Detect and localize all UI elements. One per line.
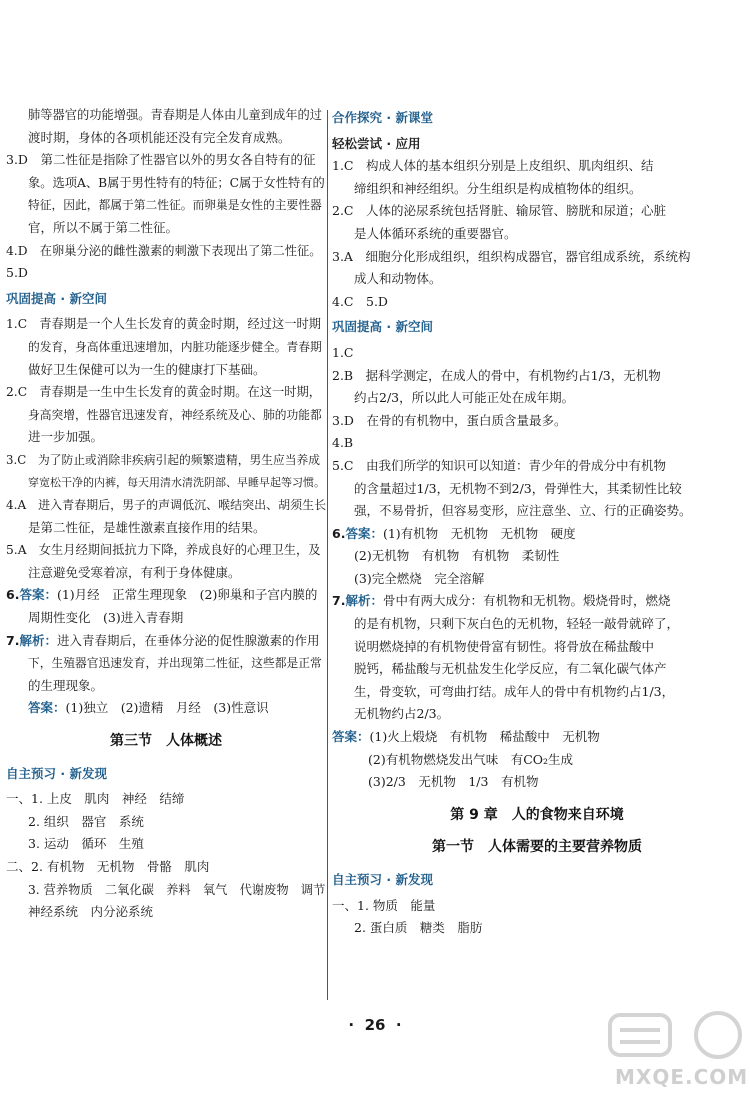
text-line: 3. 营养物质 二氧化碳 养料 氧气 代谢废物 调节 <box>28 882 326 897</box>
text-line: 穿宽松干净的内裤，每天用清水清洗阴部、早睡早起等习惯。 <box>28 475 325 489</box>
answer-label: 解析： <box>345 593 383 609</box>
text-line: 身高突增，性器官迅速发育，神经系统及心、肺的功能都 <box>28 407 322 422</box>
answer-text: (1)火上煅烧 有机物 稀盐酸中 无机物 <box>369 729 600 745</box>
answer-text: 骨中有两大成分：有机物和无机物。煅烧骨时，燃烧 <box>382 593 671 609</box>
section-title: 第三节 人体概述 <box>110 733 222 750</box>
section-heading: 合作探究 · 新课堂 <box>332 110 433 125</box>
answer-line <box>6 630 326 653</box>
text-line: 约占2/3，所以此人可能正处在成年期。 <box>354 390 575 406</box>
answer-label: 解析： <box>19 632 57 648</box>
text-line: 3.D 在骨的有机物中，蛋白质含量最多。 <box>332 412 567 428</box>
section-heading: 自主预习 · 新发现 <box>332 872 433 887</box>
text-line: 一、1. 上皮 肌肉 神经 结缔 <box>6 791 185 807</box>
question-number: 7. <box>6 632 20 648</box>
text-line: 象。选项A、B属于男性特有的特征；C属于女性特有的 <box>28 175 325 190</box>
answer-text: (1)独立 (2)遗精 月经 (3)性意识 <box>65 700 269 716</box>
text-line: 4.D 在卵巢分泌的雌性激素的刺激下表现出了第二性征。 <box>6 243 322 258</box>
section-heading: 自主预习 · 新发现 <box>6 765 107 781</box>
text-line: (3)完全燃烧 完全溶解 <box>354 570 485 586</box>
section-title: 第一节 人体需要的主要营养物质 <box>432 839 642 856</box>
text-line: 4.A 进入青春期后，男子的声调低沉、喉结突出、胡须生长 <box>6 498 327 513</box>
text-line: 神经系统 内分泌系统 <box>28 904 154 920</box>
section-heading: 巩固提高 · 新空间 <box>6 290 107 306</box>
question-number: 6. <box>6 587 20 603</box>
text-line: 5.A 女生月经期间抵抗力下降，养成良好的心理卫生，及 <box>6 543 321 558</box>
text-line: 是第二性征，是雄性激素直接作用的结果。 <box>28 519 266 535</box>
text-line: 3.C 为了防止或消除非疾病引起的频繁遗精，男生应当养成 <box>6 452 320 467</box>
answer-line <box>6 584 326 607</box>
answer-label: 答案： <box>28 700 66 716</box>
text-line: 做好卫生保健可以为一生的健康打下基础。 <box>28 361 266 377</box>
text-line: 4.C 5.D <box>332 293 388 309</box>
text-line: 的发育，身高体重迅速增加，内脏功能逐步健全。青春期 <box>28 339 322 354</box>
text-line: 肺等器官的功能增强。青春期是人体由儿童到成年的过 <box>28 108 322 122</box>
text-line: 3.D 第二性征是指除了性器官以外的男女各自特有的征 <box>6 152 316 168</box>
text-line: 周期性变化 (3)进入青春期 <box>28 610 184 626</box>
text-line: 说明燃烧掉的有机物使骨富有韧性。将骨放在稀盐酸中 <box>354 638 655 654</box>
text-line: 2. 蛋白质 糖类 脂肪 <box>354 920 483 936</box>
right-column <box>332 104 742 940</box>
text-line: 4.B <box>332 435 354 451</box>
text-line: 2.C 青春期是一生中生长发育的黄金时期。在这一时期， <box>6 385 322 400</box>
text-line: 1.C <box>332 344 354 360</box>
text-line: 生，骨变软，可弯曲打结。成年人的骨中有机物约占1/3， <box>354 683 675 699</box>
text-line: 一、1. 物质 能量 <box>332 897 436 913</box>
text-line: 的含量超过1/3，无机物不到2/3，骨弹性大，其柔韧性比较 <box>354 480 682 496</box>
text-line: 缔组织和神经组织。分生组织是构成植物体的组织。 <box>354 180 642 196</box>
column-divider <box>327 110 328 1000</box>
text-line: (3)2/3 无机物 1/3 有机物 <box>368 774 539 790</box>
text-line: 5.C 由我们所学的知识可以知道：青少年的骨成分中有机物 <box>332 457 666 473</box>
text-line: (2)无机物 有机物 有机物 柔韧性 <box>354 548 560 564</box>
text-line: 官，所以不属于第二性征。 <box>28 219 179 235</box>
text-line: 3.A 细胞分化形成组织，组织构成器官，器官组成系统，系统构 <box>332 248 691 264</box>
question-number: 7. <box>332 593 346 609</box>
left-column <box>6 104 326 924</box>
text-line: 2.B 据科学测定，在成人的骨中，有机物约占1/3，无机物 <box>332 367 661 383</box>
text-line: 2. 组织 器官 系统 <box>28 813 144 829</box>
watermark-text: MXQE.COM <box>615 1065 749 1089</box>
answer-label: 答案： <box>345 525 383 541</box>
answer-label: 答案： <box>19 587 57 603</box>
text-line: 下，生殖器官迅速发育，并出现第二性征，这些都是正常 <box>28 656 322 671</box>
page-number: · 26 · <box>348 1016 402 1034</box>
text-line: 3. 运动 循环 生殖 <box>28 836 144 852</box>
text-line: 强，不易骨折，但容易变形，应注意坐、立、行的正确姿势。 <box>354 503 692 519</box>
text-line: 1.C 青春期是一个人生长发育的黄金时期，经过这一时期 <box>6 317 322 332</box>
text-line: 渡时期，身体的各项机能还没有完全发育成熟。 <box>28 129 291 145</box>
answer-text: (1)月经 正常生理现象 (2)卵巢和子宫内膜的 <box>56 587 318 603</box>
text-line: 的生理现象。 <box>28 677 104 693</box>
answer-label: 答案： <box>332 729 370 745</box>
text-line: 脱钙，稀盐酸与无机盐发生化学反应，有二氧化碳气体产 <box>354 661 667 677</box>
question-number: 6. <box>332 525 346 541</box>
text-line: 注意避免受寒着凉，有利于身体健康。 <box>28 564 241 580</box>
text-line: 1.C 构成人体的基本组织分别是上皮组织、肌肉组织、结 <box>332 158 654 174</box>
answer-line <box>6 697 326 720</box>
text-line: 无机物约占2/3。 <box>354 706 450 722</box>
text-line: 进一步加强。 <box>28 429 104 445</box>
text-line: 5.D <box>6 265 28 281</box>
section-heading: 巩固提高 · 新空间 <box>332 319 433 335</box>
section-title: 第 9 章 人的食物来自环境 <box>450 806 624 823</box>
answer-text: 进入青春期后，在垂体分泌的促性腺激素的作用 <box>56 632 320 648</box>
text-line: 成人和动物体。 <box>354 271 442 287</box>
text-line: 二、2. 有机物 无机物 骨骼 肌肉 <box>6 859 210 874</box>
text-line: 特征，因此，都属于第二性征。而卵巢是女性的主要性器 <box>28 198 322 213</box>
text-line: (2)有机物燃烧发出气味 有CO₂生成 <box>368 751 574 767</box>
text-line: 2.C 人体的泌尿系统包括肾脏、输尿管、膀胱和尿道；心脏 <box>332 203 666 219</box>
answer-line <box>332 523 742 546</box>
subsection-heading: 轻松尝试 · 应用 <box>332 135 421 151</box>
text-line: 的是有机物，只剩下灰白色的无机物，轻轻一敲骨就碎了， <box>354 616 680 632</box>
page-number-value: 26 <box>364 1016 386 1034</box>
answer-line <box>332 726 742 749</box>
answer-text: (1)有机物 无机物 无机物 硬度 <box>382 525 576 541</box>
text-line: 是人体循环系统的重要器官。 <box>354 225 517 241</box>
answer-line <box>332 590 742 613</box>
